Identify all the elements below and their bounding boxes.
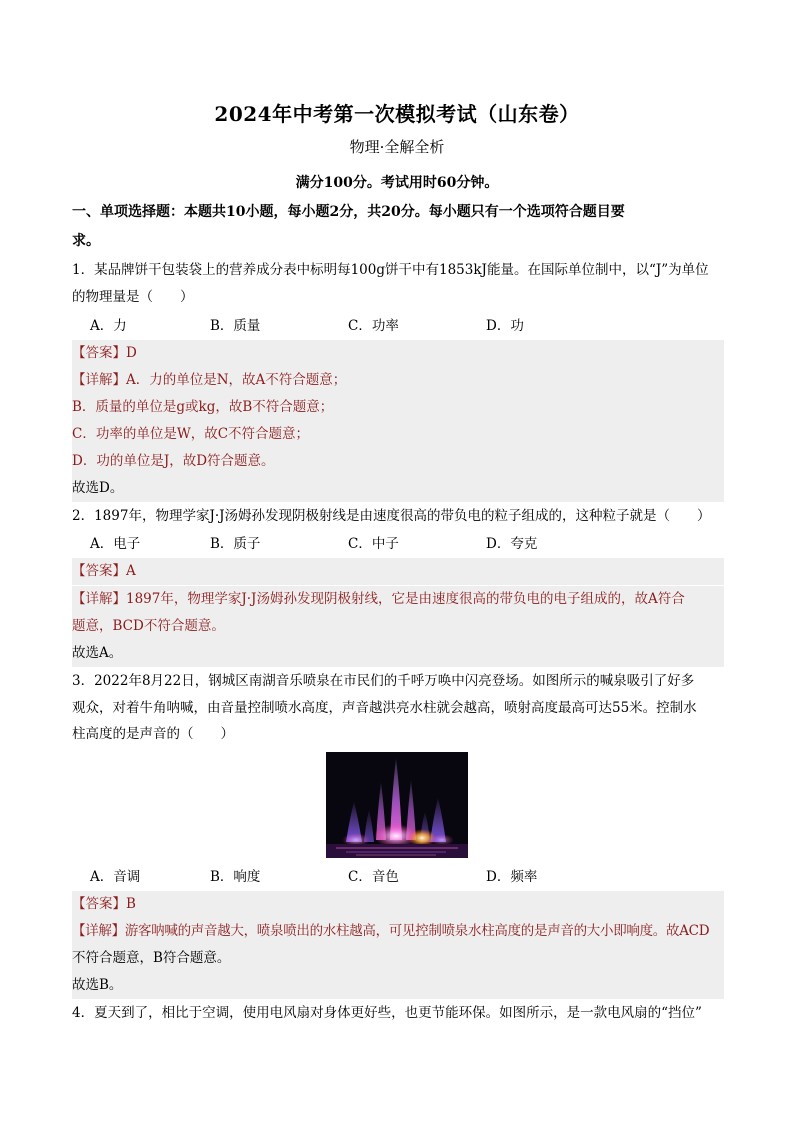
q2-conclusion: 故选A。 (72, 640, 724, 667)
q1-conclusion: 故选D。 (72, 475, 724, 502)
q1-option-a: A．力 (90, 318, 127, 334)
q3-option-a: A．音调 (90, 869, 141, 885)
section-heading-line2: 求。 (72, 233, 100, 249)
q2-detail-text1: 1897年，物理学家J·J汤姆孙发现阴极射线，它是由速度很高的带负电的电子组成的，故A符合 (126, 591, 685, 607)
q2-options (72, 531, 724, 558)
q2-stem-line1: 2．1897年，物理学家J·J汤姆孙发现阴极射线是由速度很高的带负电的粒子组成的，这种粒子就是（ ） (72, 508, 711, 524)
q3-option-b: B．响度 (210, 869, 261, 885)
q3-detail-line1 (72, 918, 724, 945)
q3-options (72, 864, 724, 891)
q2-answer: 【答案】A (72, 558, 724, 585)
q2-option-a: A．电子 (90, 536, 141, 552)
q1-option-d: D．功 (486, 318, 524, 334)
q1-detail-text1: A．力的单位是N，故A不符合题意； (126, 372, 347, 388)
q2-option-b: B．质子 (210, 536, 261, 552)
q1-stem-line1: 1．某品牌饼干包装袋上的营养成分表中标明每100g饼干中有1853kJ能量。在国际单位制中，以“J”为单位 (72, 262, 709, 278)
q1-detail-line1 (72, 367, 724, 394)
section-heading-line1: 一、单项选择题：本题共10小题，每小题2分，共20分。每小题只有一个选项符合题目要 (72, 204, 625, 220)
q3-stem-line2: 观众，对着牛角呐喊，由音量控制喷水高度，声音越洪亮水柱就会越高，喷射高度最高可达55米。控制水 (72, 700, 697, 716)
q2-detail-line2: 题意，BCD不符合题意。 (72, 613, 724, 640)
q4-stem-line1: 4．夏天到了，相比于空调，使用电风扇对身体更好些，也更节能环保。如图所示，是一款电风扇的“挡位” (72, 1005, 702, 1021)
q2-option-c: C．中子 (348, 536, 399, 552)
q3-option-d: D．频率 (486, 869, 538, 885)
q3-stem-line1: 3．2022年8月22日，钢城区南湖音乐喷泉在市民们的千呼万唤中闪亮登场。如图所示的喊泉吸引了好多 (72, 673, 695, 689)
fountain-photo (326, 752, 468, 858)
exam-note: 满分100分。考试用时60分钟。 (295, 175, 499, 191)
q2-detail-line1 (72, 586, 724, 613)
fountain-illustration (326, 752, 468, 858)
q1-option-c: C．功率 (348, 318, 399, 334)
q3-detail-text1: 游客呐喊的声音越大，喷泉喷出的水柱越高，可见控制喷泉水柱高度的是声音的大小即响度。故ACD (124, 923, 710, 939)
q2-option-d: D．夸克 (486, 536, 538, 552)
q3-detail-line2: 不符合题意，B符合题意。 (72, 945, 724, 972)
q3-option-c: C．音色 (348, 869, 399, 885)
q3-detail-label: 【详解】 (72, 923, 125, 939)
exam-title: 2024年中考第一次模拟考试（山东卷） (214, 102, 580, 126)
q2-detail-label: 【详解】 (72, 591, 126, 607)
q3-conclusion: 故选B。 (72, 972, 724, 999)
q1-options (72, 313, 724, 340)
q1-option-b: B．质量 (210, 318, 261, 334)
exam-subtitle: 物理·全解全析 (349, 138, 445, 156)
q1-answer: 【答案】D (72, 340, 724, 367)
q1-detail-line2: B．质量的单位是g或kg，故B不符合题意； (72, 394, 724, 421)
q1-detail-line3: C．功率的单位是W，故C不符合题意； (72, 421, 724, 448)
q1-detail-line4: D．功的单位是J，故D符合题意。 (72, 448, 724, 475)
q3-stem-line3: 柱高度的是声音的（ ） (72, 726, 234, 742)
q3-answer: 【答案】B (72, 891, 724, 918)
q1-stem-line2: 的物理量是（ ） (72, 289, 194, 305)
q1-detail-label: 【详解】 (72, 372, 126, 388)
